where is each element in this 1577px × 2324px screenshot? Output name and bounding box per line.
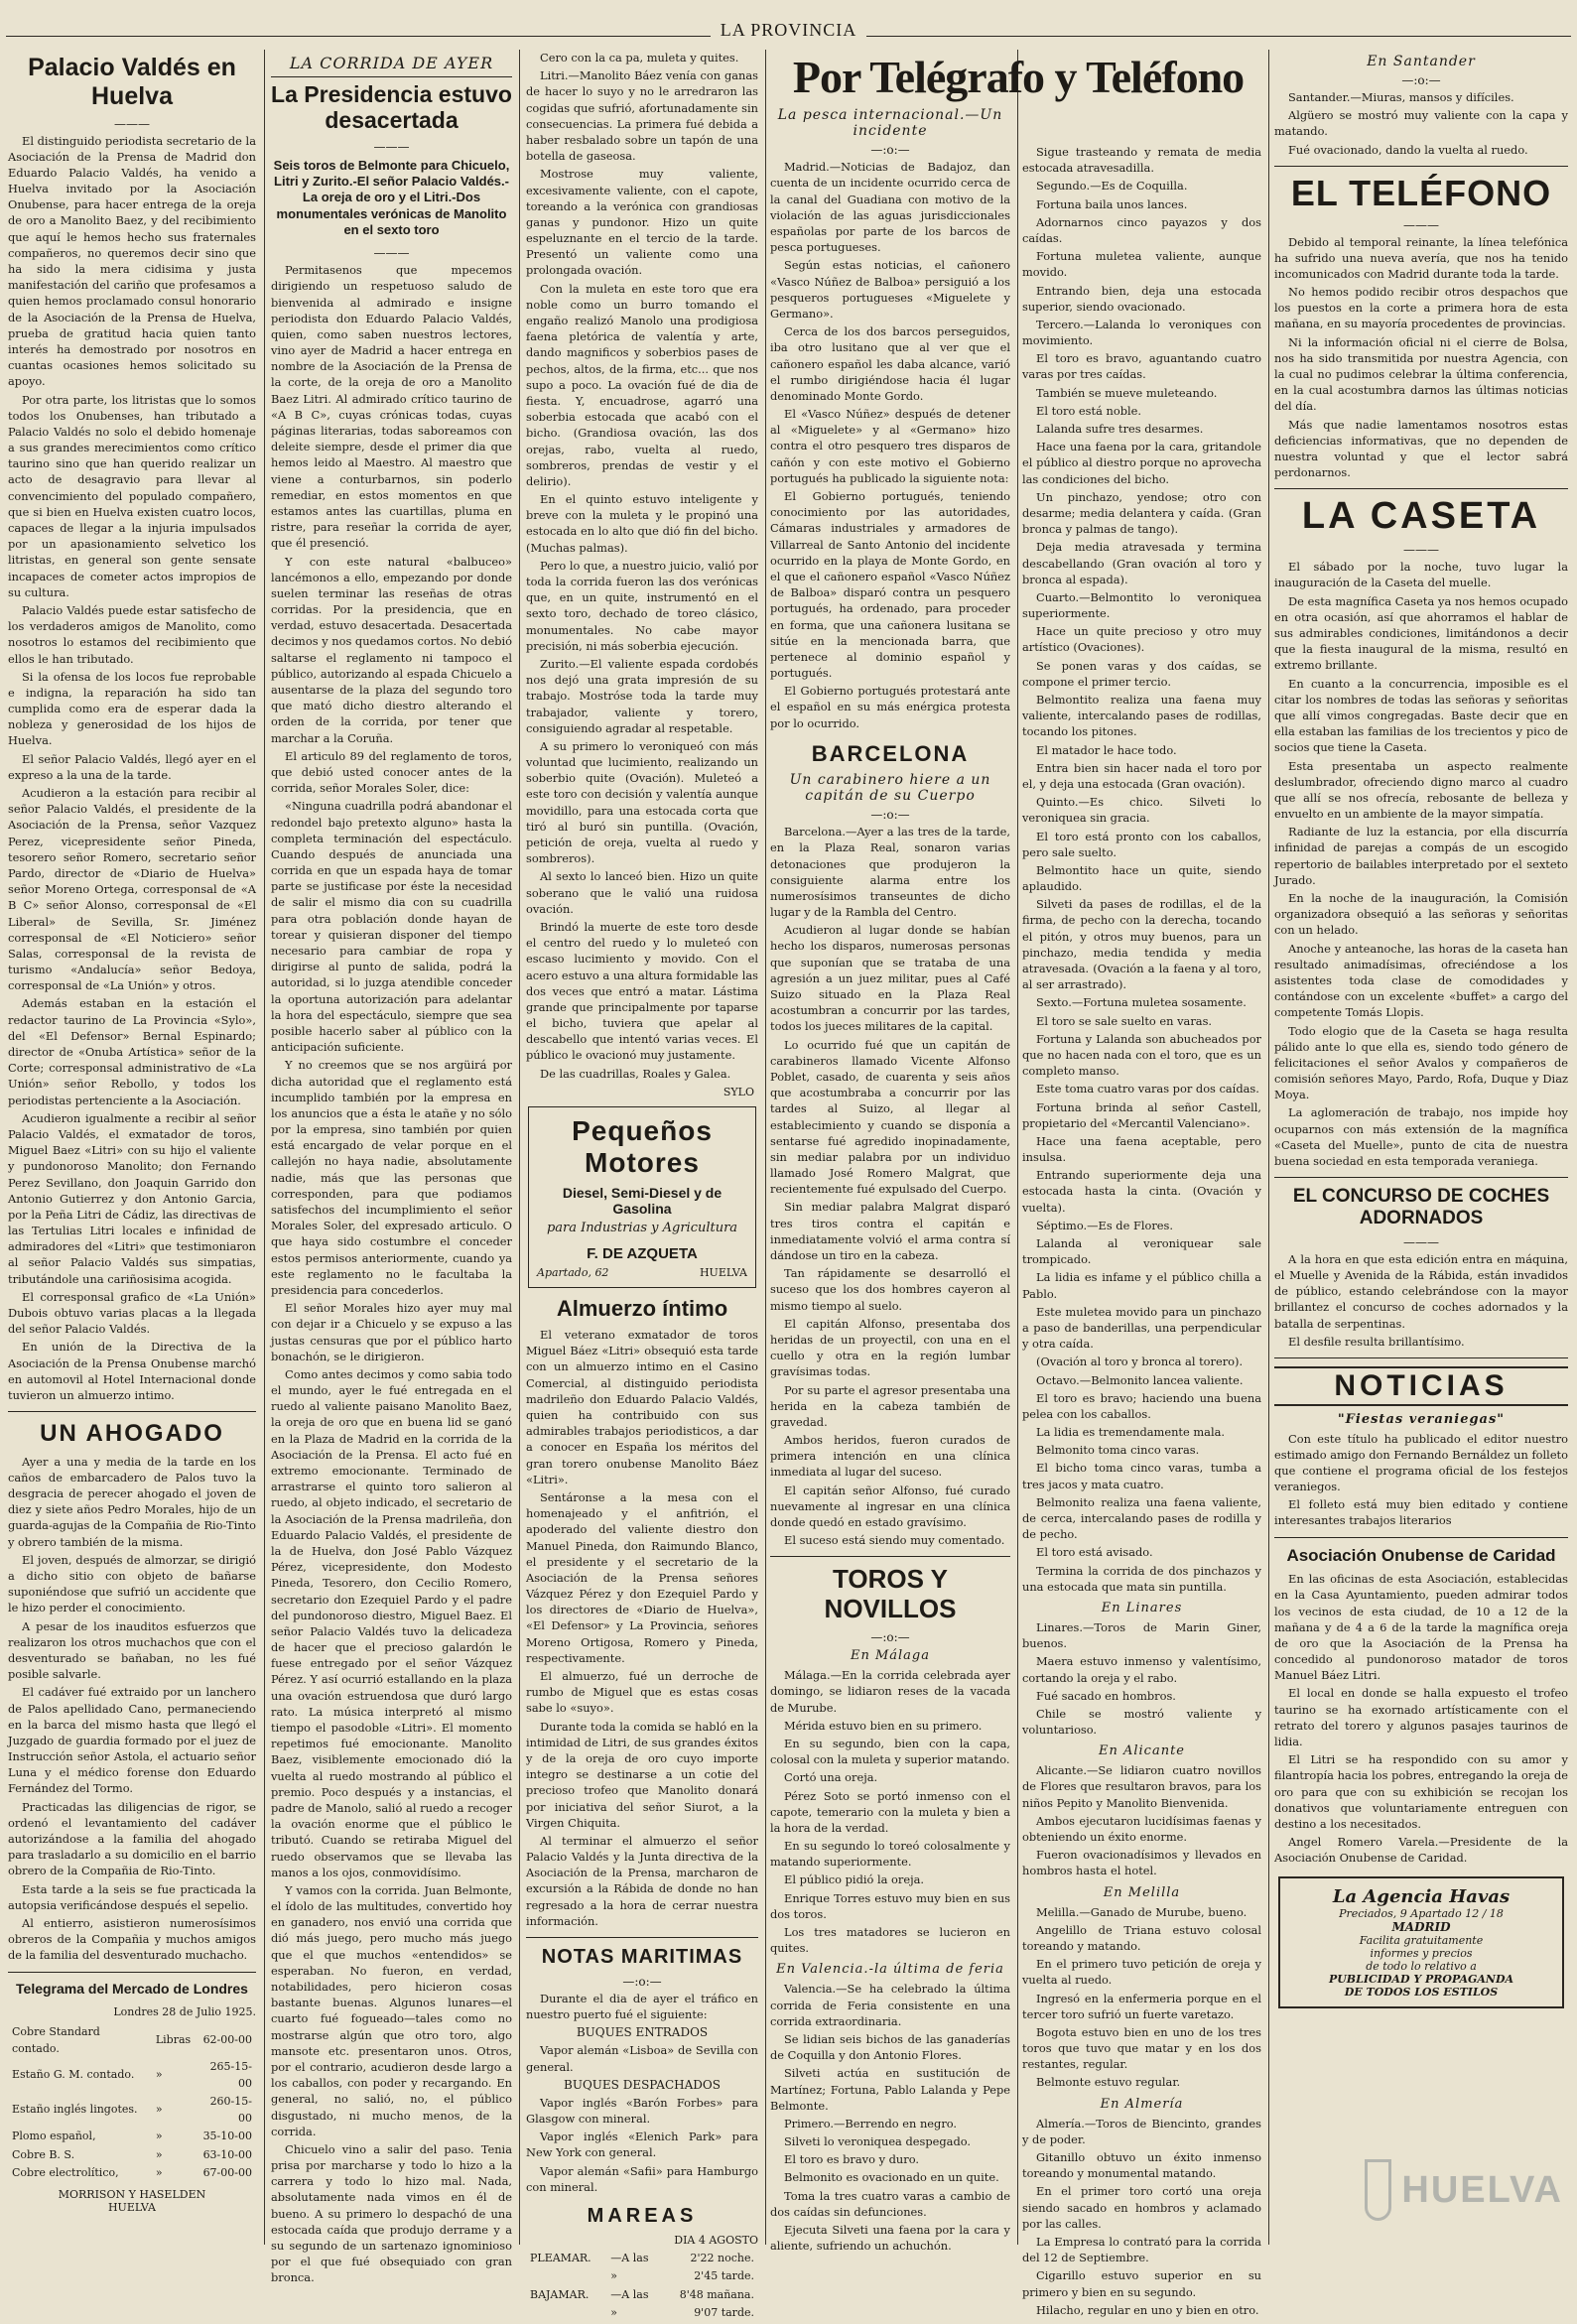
paragraph: Séptimo.—Es de Flores. — [1036, 1218, 1174, 1232]
signature: MORRISON Y HASELDEN — [58, 2187, 206, 2201]
paragraph: El toro está pronto con los caballos, pero sale suelto. — [1022, 829, 1261, 859]
paragraph: El público pidió la oreja. — [784, 1872, 925, 1887]
paragraph: Si la ofensa de los locos fue reprobable e indigna, la reparación ha sido tan cumplida como era de esperar dada la nobleza y generosidad de los hijos de Huelva. — [8, 669, 256, 748]
paragraph: De esta magnífica Caseta ya nos hemos ocupado en otra ocasión, así que ahorramos el hablar de sus admirables condiciones, limitándonos a decir que la fiesta inaugural de la misma, resultó en extremo brillante. — [1274, 593, 1568, 673]
paragraph: Silveti actúa en sustitución de Martínez; Fortuna, Pablo Lalanda y Pepe Belmonte. — [770, 2066, 1010, 2113]
paragraph: Zurito.—El valiente espada cordobés nos dejó una grata impresión de su trabajo. Mostróse toda la tarde muy trabajador, valiente y torero, consiguiendo agradar al respetable. — [526, 656, 758, 735]
paragraph: «Ninguna cuadrilla podrá abandonar el redondel bajo pretexto alguno» hasta la completa terminación del espectáculo. Cuando después de anunciada una corrida en que un espada haya de tomar parte se justificase por éste la necesidad de salir el mismo dia con su cuadrilla para otra población donde hayan de torear y quisieran disponer del tiempo necesario para cambiar de ropa y dirigirse al punto de salida, podrá la autoridad, si lo juzga atendible conceder la oportuna autorización para adelantar la hora del espectáculo, siempre que sea posible hacerlo saber al público con la anticipación suficiente. — [271, 799, 512, 1055]
paragraph: Maera estuvo inmenso y valentísimo, cortando la oreja y el rabo. — [1022, 1654, 1261, 1685]
paragraph: El folleto está muy bien editado y contiene interesantes trabajos literarios — [1274, 1497, 1568, 1528]
paragraph: El toro es bravo; haciendo una buena pelea con los caballos. — [1022, 1390, 1261, 1421]
column-1: Palacio Valdés en Huelva ——— El distinguido periodista secretario de la Asociación de la Prensa de Madrid don Eduardo Palacio Valdés, ha venido a Huelva invitado por la Asociación Onubense, para hacer entrega de la oreja de oro a Manolito Baez, y del recibimiento que aquí le hemos hecho sus fraternales compañeros, no queremos decir sino que ha sido la mera cidisima y justa manifestación del cariño que profesamos a quien hemos proclamado consul honorario de la Asociación de la Prensa de Huelva, prueba de gratitud hacia quien tanto interés ha demostrado por nosotros en cuantas ocasiones hemos solicitado su apoyo. Por otra parte, los litristas que lo somos todos los Onubenses, han tributado a Palacio Valdés no solo el debido homenaje a sus grandes merecimientos como crítico taurino sino que han querido realizar un acto de desagravio para llevar al convencimiento del populado compañero, que si bien en Huelva existen cuatro locos, capaces de llegar a la injuria impulsados por un apasionamiento selvetico los litristas, en general son gente sensate incapaces de cometer actos impropios de su cultura. Palacio Valdés puede estar satisfecho de los verdaderos amigos de Manolito, como nosotros lo estamos del recibimiento que ellos le han tributado. Si la ofensa de los locos fue reprobable e indigna, la reparación ha sido tan cumplida como era de esperar dada la nobleza y generosidad de los hijos de Huelva. El señor Palacio Valdés, llegó ayer en el expreso a la una de la tarde. Acudieron a la estación para recibir al señor Palacio Valdés, el presidente de la Asociación de la Prensa, señor Vazquez Perez, vicepresidente señor Pineda, tesorero señor Romero, secretario señor Pardo, director de «Diario de Huelva» señor Moreno Ortega, corresponsal de «A B C» señor Alonso, corresponsal de «El Liberal» de Sevilla, Sr. Jiménez corresponsal de «El Noticiero» señor Salas, corresponsal de la revista de turismo «Andalucía» señor Bedoya, corresponsal de «La Unión» y otros. Además estaban en la estación el redactor taurino de La Provincia «Sylo», del «El Defensor» Bernal Espinardo; director de «Onuba Artística» señor de la Corte; corresponsal administrativo de «La Unión» señor Rebollo, y todos los periodistas pertenciente a la Asociación. Acudieron igualmente a recibir al señor Palacio Valdés, el exmatador de toros, Miguel Baez «Litri» con su hijo el valiente y pundonoroso Manolito; don Fernando Perez Sevillano, don Joaquin Garrido don Antonio Gutierrez y don Antonio Garcia, por la Peña Litri de Cádiz, las directivas de las Tertulias Litri locales e infinidad de admiradores del «Litri» que testimoniaron al señor Palacio Valdés sus simpatias, tributándole una cariñosisima acogida. El corresponsal grafico de «La Unión» Dubois obtuvo varias placas a la llegada del señor Palacio Valdés. En unión de la Directiva de la Asociación de la Prensa Onubense marchó en automovil al Hotel Internacional donde tuvieron un almuerzo intimo. UN AHOGADO Ayer a una y media de la tarde en los caños de embarcadero de Palos tuvo la desgracia de perecer ahogado el joven de diez y siete años Pedro Morales, hijo de un guarda-agujas de la Compañia de Rio-Tinto y obrero también de la misma. El joven, después de almorzar, se dirigió a dicho sitio con objeto de bañarse suponiéndose que sufrió un accidente que le hizo perder el conocimiento. A pesar de los inauditos esfuerzos que realizaron los otros muchachos que con el desventurado se bañaban, no les fué posible salvarle. El cadáver fué extraido por un lanchero de Palos apellidado Cano, permaneciendo en la barca del mismo hasta que llegó el Juzgado de guardia formado por el juez de Instrucción señor Astola, el actuario señor Luna y el médico forense don Eduardo Fernández del Tormo. Practicadas las diligencias de rigor, se ordenó el levantamiento del cadáver autorizándose a la familia del ahogado para trasladarlo a su domicilio en el barrio obrero de la Compañia de Rio-Tinto. Esta tarde a la seis se fue practicada la autopsia verificándose después el sepelio. Al entierro, asistieron numerosísimos obreros de la Compañia y muchos amigos de la familia del desventurado muchacho. Telegrama del Mercado de Londres Londres 28 de Julio 1925. Cobre Standard contado. Libras 62-00-00 Estaño G. M. contado. » 265-15-00 Estaño inglés lingotes. » 260-15-00 Plomo español, » 35-10-00 Cobre B. S. » 63-10-00 Cobre electrolítico, » 67-00-00 MORRISON Y HASELDEN HUELVA — [8, 54, 256, 2214]
paragraph: Deja media atravesada y termina descabellando (Gran ovación al toro y bronca al espada). — [1022, 540, 1261, 586]
paragraph: Fué sacado en hombros. — [1036, 1688, 1176, 1703]
paragraph: Adornarnos cinco payazos y dos caídas. — [1022, 214, 1261, 245]
paragraph: Fueron ovacionadísimos y llevados en hombros hasta el hotel. — [1022, 1848, 1261, 1878]
paragraph: Angelillo de Triana estuvo colosal toreando y matando. — [1022, 1922, 1261, 1953]
paragraph: Belmontito hace un quite, siendo aplaudido. — [1022, 862, 1261, 894]
paragraph: Silveti da pases de rodillas, el de la firma, de pecho con la derecha, tocando el pitón, y otros muy buenos, para un pinchazo, media tendida y media atravesada. (Ovación a la faena y al toro, al ser arrastrado). — [1022, 897, 1261, 992]
dateline: Londres 28 de Julio 1925. — [113, 2005, 256, 2019]
table-row: Estaño inglés lingotes. » 260-15-00 — [12, 2095, 252, 2125]
paragraph: Con este título ha publicado el editor nuestro estimado amigo don Fernando Bernáldez un folleto que contiene el programa oficial de los festejos veraniegos. — [1274, 1431, 1568, 1494]
article-kicker: La pesca internacional.—Un incidente — [777, 107, 1003, 140]
motor-advertisement — [528, 1106, 756, 1288]
paragraph: Vapor alemán «Safii» para Hamburgo con mineral. — [526, 2163, 758, 2194]
paragraph: Entra bien sin hacer nada el toro por el, y deja una estocada (Gran ovación). — [1022, 760, 1261, 791]
paragraph: Cero con la ca pa, muleta y quites. — [540, 51, 739, 65]
subheading: BUQUES DESPACHADOS — [564, 2077, 721, 2092]
paragraph: El veterano exmatador de toros Miguel Báez «Litri» obsequió esta tarde con un almuerzo intimo en el Casino Comercial, al distinguido periodista madrileño don Eduardo Palacio Valdés, quien ha contribuido con sus admirables trabajos periodisticos, a dar a conocer en España los méritos del gran torero onubense Manolito Báez «Litri». — [526, 1328, 758, 1486]
paragraph: Y vamos con la corrida. Juan Belmonte, el ídolo de las multitudes, convertido hoy en ganadero, nos envió una corrida que dió más juego, pero mucho más juego que el que muchos «entendidos» se esperaban. No fueron, en verdad, notabilidades, pero hicieron cosas bastante buenas. Algunos lunares—el cuarto fué fogueado—tales como no mostrarse algún que otro toro, algo mansote etc. presentaron unos. Otros, por el contrario, acudieron desde largo a los caballos, con poder y recargando. En general, no salió, no, el público disgustado, ni mucho menos, de la corrida. — [271, 1882, 512, 2138]
subheading: BUQUES ENTRADOS — [576, 2025, 709, 2040]
paragraph: El desfile resulta brillantísimo. — [1288, 1334, 1465, 1349]
paragraph: Ayer a una y media de la tarde en los caños de embarcadero de Palos tuvo la desgracia de perecer ahogado el joven de diez y siete años Pedro Morales, hijo de un guarda-agujas de la Compañia de Rio-Tinto y obrero también de la misma. — [8, 1454, 256, 1549]
paragraph: Al entierro, asistieron numerosísimos obreros de la Compañia y muchos amigos de la familia del desventurado muchacho. — [8, 1915, 256, 1963]
paragraph: Chicuelo vino a salir del paso. Tenia prisa por marcharse y todo lo hizo a la carrera y todo lo hizo mal. Nada, absolutamente nada vimos en él de bueno. A su primero lo despachó de una estocada caída que produjo derrame y a su segundo de un sartenazo ignominioso por el que fué obsequiado con gran bronca. — [271, 2141, 512, 2285]
column-3: Cero con la ca pa, muleta y quites. Litri.—Manolito Báez venía con ganas de hacer lo suyo y no le arredraron las cogidas que sufrió, afortunadamente sin consecuencias. La primera fué debida a haber resbalado sobre un tapón de una botella de gaseosa. Mostrose muy valiente, excesivamente valiente, con el capote, toreando a la verónica con grandiosas ganas y pundonor. Hizo un quite espeluznante en el tercio de la tarde. Presentó un valiente como una prolongada ovación. Con la muleta en este toro que era noble como un burro tomando el engaño realizó Manolo una prodigiosa faena pletórica de valentía y arte, dando magnificos y soberbios pases de pechos, altos, de la firma, etc... que nos supo a poco. La ovación fué de dia de fiesta. Y, encuadrose, agarró una soberbia estocada que acabó con el bicho. (Grandiosa ovación, las dos orejas, rabo, vuelta al ruedo, sombreros, prendas de vestir y el delirio). En el quinto estuvo inteligente y breve con la muleta y le propinó una estocada en lo alto que dió fin del bicho. (Muchas palmas). Pero lo que, a nuestro juicio, valió por toda la corrida fueron las dos verónicas que, en un quite, instrumentó en el sexto toro, dechado de toreo clásico, monumentales. No cabe mayor precisión, ni más soberbia ejecución. Zurito.—El valiente espada cordobés nos dejó una grata impresión de su trabajo. Mostróse toda la tarde muy trabajador, valiente y torero, consiguiendo agradar al respetable. A su primero lo veroniqueó con más voluntad que lucimiento, realizando un soberbio quite (Ovación). Muleteó a este toro con decisión y valentía aunque movidillo, para una estocada corta que tiró al buró sin puntilla. (Ovación, petición de oreja, vuelta al ruedo y sombreros). Al sexto lo lanceó bien. Hizo un quite soberano que le valió una ruidosa ovación. Brindó la muerte de este toro desde el centro del ruedo y lo muleteó con escaso lucimiento y movido. Con el acero estuvo a una altura formidable las dos veces que entró a matar. Lástima grande que principalmente por taparse el bicho, tuviera que apelar al descabello que intentó varias veces. El público le ovacionó muy justamente. De las cuadrillas, Roales y Galea. SYLO Pequeños Motores Diesel, Semi-Diesel y de Gasolina para Industrias y Agricultura F. DE AZQUETA Apartado, 62 HUELVA Almuerzo íntimo El veterano exmatador de toros Miguel Báez «Litri» obsequió esta tarde con un almuerzo intimo en el Casino Comercial, al distinguido periodista madrileño don Eduardo Palacio Valdés, quien ha contribuido con sus admirables trabajos periodisticos, a dar a conocer en España los méritos del gran torero onubense Manolito Báez «Litri». Sentáronse a la mesa con el homenajeado y el anfitrión, el apoderado del valiente diestro don Manuel Pineda, don Raimundo Blanco, el presidente y el secretario de la Asociación de la Prensa señores Vázquez Pérez y don Ezequiel Pardo y los directores de «Diario de Huelva», «El Defensor» y La Provincia, señores Moreno Ortigosa, Romero y Pineda, respectivamente. El almuerzo, fué un derroche de rumbo de Miguel que es estas cosas sabe lo «suyo». Durante toda la comida se habló en la intimidad de Litri, de sus grandes éxitos y de la oreja de oro cuyo importe integro se destinarse a un cotie del precioso trofeo que Manolito donará por iniciativa del señor Siurot, a la Virgen Chiquita. Al terminar el almuerzo el señor Palacio Valdés y la Junta directiva de la Asociación de la Prensa, marcharon de excursión a la Rábida de donde no han regresado a la hora de cerrar nuestra información. NOTAS MARITIMAS —:o:— Durante el dia de ayer el tráfico en nuestro puerto fué el siguiente: BUQUES ENTRADOS Vapor alemán «Lisboa» de Sevilla con general. BUQUES DESPACHADOS Vapor inglés «Barón Forbes» para Glasgow con mineral. Vapor inglés «Elenich Park» para New York con general. Vapor alemán «Safii» para Hamburgo con mineral. MAREAS DIA 4 AGOSTO PLEAMAR. —A las 2'22 noche. » 2'45 tarde. BAJAMAR. —A las 8'48 mañana. » 9'07 tarde. — [526, 50, 758, 2245]
paragraph: Pero lo que, a nuestro juicio, valió por toda la corrida fueron las dos verónicas que, en un quite, instrumentó en el sexto toro, dechado de toreo clásico, monumentales. No cabe mayor precisión, ni más soberbia ejecución. — [526, 558, 758, 653]
paragraph: Linares.—Toros de Marin Giner, buenos. — [1022, 1619, 1261, 1651]
paragraph: Madrid.—Noticias de Badajoz, dan cuenta de un incidente ocurrido cerca de la canal del Guadiana con motivo de la violación de las aguas jurisdiccionales españolas por parte de los barcos de pesca portugueses. — [770, 160, 1010, 255]
paragraph: Quinto.—Es chico. Silveti lo veroniquea sin gracia. — [1022, 795, 1261, 826]
article-headline: La Presidencia estuvo desacertada — [271, 81, 512, 134]
paragraph: Durante toda la comida se habló en la intimidad de Litri, de sus grandes éxitos y de la oreja de oro cuyo importe integro se destinarse a un cotie del precioso trofeo que Manolito donará por iniciativa del señor Siurot, a la Virgen Chiquita. — [526, 1719, 758, 1830]
paragraph: Hace una faena aceptable, pero insulsa. — [1022, 1133, 1261, 1165]
article-headline: Almuerzo íntimo — [556, 1295, 728, 1321]
paragraph: La Empresa lo contrató para la corrida del 12 de Septiembre. — [1022, 2234, 1261, 2265]
section-kicker: LA CORRIDA DE AYER — [289, 54, 494, 72]
paragraph: Mostrose muy valiente, excesivamente valiente, con el capote, toreando a la verónica con grandiosas ganas y pundonor. Hizo un quite espeluznante en el tercio de la tarde. Presentó un valiente como una prolongada ovación. — [526, 167, 758, 278]
ad-line: Facilita gratuitamente — [1359, 1933, 1484, 1947]
column-4: Por Telégrafo y Teléfono La pesca internacional.—Un incidente —:o:— Madrid.—Noticias de Badajoz, dan cuenta de un incidente ocurrido cerca de la canal del Guadiana con motivo de la violación de las aguas jurisdiccionales españolas por parte de los barcos de pesca portugueses. Según estas noticias, el cañonero «Vasco Núñez de Balboa» persiguió a los pesqueros portugueses «Miguelete y Germano». Cerca de los dos barcos perseguidos, iba otro lusitano que al ver que el cañonero español les daba alcance, varió el rumbo dirigiéndose hacia él lugar denominado Monte Gordo. El «Vasco Núñez» después de detener al «Miguelete» y al «Germano» hizo contra el otro pesquero tres disparos de cañón y con este motivo el Gobierno portugués ha publicado la siguiente nota: El Gobierno portugués, teniendo conocimiento por las autoridades, Cámaras industriales y armadores de Villarreal de Santo Antonio del incidente ocurrido en la playa de Monte Gordo, en el que el cañonero español «Vasco Núñez de Balboa» disparó contra un pesquero portugués, ha ordenado, para proceder en forma, que una cañonera lusitana se sitúe en la mencionada barra, que pertenece al dominio español y portugués. El Gobierno portugués protestará ante el español en su más enérgica protesta por lo ocurrido. BARCELONA Un carabinero hiere a un capitán de su Cuerpo —:o:— Barcelona.—Ayer a las tres de la tarde, en la Plaza Real, sonaron varias detonaciones que produjeron la consiguiente alarma entre los numerosísimos transeuntes de dicho lugar y de la Rambla del Centro. Acudieron al lugar donde se habían hecho los disparos, numerosas personas que suponían que se trataba de una agresión a un juez militar, pues al Café Suizo situado en la Plaza Real acostumbran a concurrir por las tardes, todos los jueces militares de la capital. Lo ocurrido fué que un capitán de carabineros llamado Vicente Alfonso Poblet, casado, de cuarenta y seis años que acostumbraba a concurrir por las tardes al Suizo, al llegar al establecimiento y cuando se disponía a sentarse fué agredido inopinadamente, sin mediar palabra por un individuo llamado José Romero Malgrat, que recientemente fué expulsado del Cuerpo. Sin mediar palabra Malgrat disparó tres tiros contra el capitán e inmediatamente volvió el arma contra sí dándose un tiro en la cabeza. Tan rápidamente se desarrolló el suceso que los dos hombres cayeron al mismo tiempo al suelo. El capitán Alfonso, presentaba dos heridas de un proyectil, con una en el cuello y otra en la región lumbar gravísimas todas. Por su parte el agresor presentaba una herida en la cabeza también de gravedad. Ambos heridos, fueron curados de primera intención en una clínica inmediata al lugar del suceso. El capitán señor Alfonso, fué curado nuevamente al ingresar en una clínica donde quedó en estado gravísimo. El suceso está siendo muy comentado. TOROS Y NOVILLOS —:o:— En Málaga Málaga.—En la corrida celebrada ayer domingo, se lidiaron reses de la vacada de Murube. Mérida estuvo bien en su primero. En su segundo, bien con la capa, colosal con la muleta y superior matando. Cortó una oreja. Pérez Soto se portó inmenso con el capote, temerario con la muleta y bien a la hora de la verdad. En su segundo lo toreó colosalmente y matando superiormente. El público pidió la oreja. Enrique Torres estuvo muy bien en sus dos toros. Los tres matadores se lucieron en quites. En Valencia.-la última de feria Valencia.—Se ha celebrado la última corrida de Feria consistente en una corrida extraordinaria. Se lidian seis bichos de las ganaderías de Coquilla y don Antonio Flores. Silveti actúa en sustitución de Martínez; Fortuna, Pablo Lalanda y Pepe Belmonte. Primero.—Berrendo en negro. Silveti lo veroniquea despegado. El toro es bravo y duro. Belmonito es ovacionado en un quite. Toma la tres cuatro varas a cambio de dos caídas sin defunciones. Ejecuta Silveti una faena por la cara y aliente, sufriendo un achuchón. — [770, 50, 1010, 2245]
paragraph: Con la muleta en este toro que era noble como un burro tomando el engaño realizó Manolo una prodigiosa faena pletórica de valentía y arte, dando magnificos y soberbios pases de pechos, altos, de la firma, etc... que nos supo a poco. La ovación fué de dia de fiesta. Y, encuadrose, agarró una soberbia estocada que acabó con el bicho. (Grandiosa ovación, las dos orejas, rabo, vuelta al ruedo, sombreros, prendas de vestir y el delirio). — [526, 281, 758, 488]
paragraph: El Gobierno portugués, teniendo conocimiento por las autoridades, Cámaras industriales y armadores de Villarreal de Santo Antonio del incidente ocurrido en la playa de Monte Gordo, en el que el cañonero español «Vasco Núñez de Balboa» disparó contra un pesquero portugués, ha ordenado, para proceder en forma, que una cañonera lusitana se sitúe en la mencionada barra, que pertenece al dominio español y portugués. — [770, 489, 1010, 681]
ad-city: HUELVA — [699, 1265, 747, 1279]
paragraph: Sin mediar palabra Malgrat disparó tres tiros contra el capitán e inmediatamente volvió el arma contra sí dándose un tiro en la cabeza. — [770, 1200, 1010, 1263]
city-heading: En Linares — [1101, 1600, 1183, 1615]
signature-city: HUELVA — [107, 2200, 157, 2214]
paragraph: Melilla.—Ganado de Murube, bueno. — [1036, 1904, 1248, 1919]
paragraph: Enrique Torres estuvo muy bien en sus dos toros. — [770, 1890, 1010, 1921]
coat-of-arms-icon — [1365, 2159, 1391, 2221]
city-heading: En Málaga — [850, 1648, 931, 1664]
paragraph: Litri.—Manolito Báez venía con ganas de hacer lo suyo y no le arredraron las cogidas que sufrió, afortunadamente sin consecuencias. La primera fué debida a haber resbalado sobre un tapón de una botella de gaseosa. — [526, 68, 758, 164]
paragraph: Y no creemos que se nos argüirá por dicha autoridad que el reglamento está incumplido también por la empresa en los anuncios que a ésta le atañe y no sólo por la empresa, sino también por quien está encargado de velar porque en el callejón no haya nadie, absolutamente nadie, más que las personas que corresponden, para que podiamos satisfechos del incumplimiento el señor Morales Soler, del expresado articulo. O que haya sido costumbre el conceder estos permisos anteriormente, cuando ya este reglamento no le facultaba la presidencia para concederlos. — [271, 1058, 512, 1297]
paragraph: Mérida estuvo bien en su primero. — [784, 1718, 983, 1733]
table-row: Estaño G. M. contado. » 265-15-00 — [12, 2060, 252, 2090]
table-row: Plomo español, » 35-10-00 — [12, 2130, 252, 2143]
paragraph: Entrando superiormente deja una estocada hasta la cinta. (Ovación y vuelta). — [1022, 1168, 1261, 1215]
paragraph: El «Vasco Núñez» después de detener al «Miguelete» y al «Germano» hizo contra el otro pesquero tres disparos de cañón y con este motivo el Gobierno portugués ha publicado la siguiente nota: — [770, 407, 1010, 485]
paragraph: Se lidian seis bichos de las ganaderías de Coquilla y don Antonio Flores. — [770, 2031, 1010, 2063]
column-5 — [1022, 144, 1261, 2317]
paragraph: Belmontito realiza una faena muy valiente, intercalando pases de rodillas, tocando los pitones. — [1022, 693, 1261, 739]
paragraph: Debido al temporal reinante, la línea telefónica ha sufrido una nueva avería, que nos ha tenido incomunicados con Madrid durante toda la tarde. — [1274, 234, 1568, 281]
article-headline: MAREAS — [587, 2204, 698, 2227]
paragraph: Belmonito es ovacionado en un quite. — [784, 2170, 999, 2185]
paragraph: El local en donde se halla expuesto el trofeo taurino se ha exornado artísticamente con el retrato del torero y algunos pasajes taurinos de lidia. — [1274, 1686, 1568, 1749]
paragraph: El Litri se ha respondido con su amor y filantropía hacia los pobres, entregando la oreja de oro para que con su exhibición se recojan los donativos que voluntariamente entreguen con destino a los necesitados. — [1274, 1752, 1568, 1831]
paragraph: Chile se mostró valiente y voluntarioso. — [1022, 1706, 1261, 1738]
paragraph: Hace una faena por la cara, gritandole el público al diestro porque no aprovecha las condiciones del bicho. — [1022, 440, 1261, 486]
ad-line: DE TODOS LOS ESTILOS — [1344, 1985, 1499, 1999]
paragraph: Pérez Soto se portó inmenso con el capote, temerario con la muleta y bien a la hora de la verdad. — [770, 1788, 1010, 1835]
article-headline: UN AHOGADO — [40, 1420, 224, 1448]
paragraph: Practicadas las diligencias de rigor, se ordenó el levantamiento del cadáver autorizándose a la familia del ahogado para trasladarlo a su domicilio en el barrio obrero de la Compañia de Rio-Tinto. — [8, 1799, 256, 1878]
paragraph: Belmonte estuvo regular. — [1036, 2075, 1181, 2090]
paragraph: Y con este natural «balbuceo» lancémonos a ello, empezando por donde suelen terminar las reseñas de otras corridas. Por la presidencia, que en verdad, estuvo desacertada. Desacertada decimos y nos quedamos cortos. No debió saltarse el reglamento ni tampoco el público, autorizando al espada Chicuelo a ausentarse de la plaza del segundo toro que mató dicho diestro alterando el orden de la corrida, por tener que marchar a la Coruña. — [271, 554, 512, 745]
paragraph: A su primero lo veroniqueó con más voluntad que lucimiento, realizando un soberbio quite (Ovación). Muleteó a este toro con decisión y valentía aunque movidillo, para una estocada corta que tiró al buró sin puntilla. (Ovación, petición de oreja, vuelta al ruedo y sombreros). — [526, 738, 758, 866]
paragraph: Según estas noticias, el cañonero «Vasco Núñez de Balboa» persiguió a los pesqueros portugueses «Miguelete y Germano». — [770, 258, 1010, 321]
paragraph: Málaga.—En la corrida celebrada ayer domingo, se lidiaron reses de la vacada de Murube. — [770, 1668, 1010, 1715]
column-2: LA CORRIDA DE AYER La Presidencia estuvo desacertada ——— Seis toros de Belmonte para Chicuelo, Litri y Zurito.-El señor Palacio Valdés.-La oreja de oro y el Litri.-Dos monumentales verónicas de Manolito en el sexto toro ——— Permitasenos que mpecemos dirigiendo un respetuoso saludo de bienvenida al admirado e insigne periodista don Eduardo Palacio Valdés, quien, como saben nuestros lectores, vino ayer de Madrid a hacer entrega en nombre de la Asociación de la Prensa de la corte, de la oreja de oro a Manolito Baez Litri. Al admirado crítico taurino de «A B C», cuyas crónicas todas, cuyas páginas literarias, todas saboreamos con deleite siempre, desde el primer dia que hemos leido al Maestro. Al maestro que viene a conturbarnos, sin poderlo remediar, en estos momentos en que estamos antes las cuartillas, pluma en ristre, para reseñar la corrida de ayer, que él presenció. Y con este natural «balbuceo» lancémonos a ello, empezando por donde suelen terminar las reseñas de otras corridas. Por la presidencia, que en verdad, estuvo desacertada. Desacertada decimos y nos quedamos cortos. No debió saltarse el reglamento ni tampoco el público, autorizando al espada Chicuelo a ausentarse de la plaza del segundo toro que mató dicho diestro alterando el orden de la corrida, por tener que marchar a la Coruña. El articulo 89 del reglamento de toros, que debió usted conocer antes de la corrida, señor Morales Soler, dice: «Ninguna cuadrilla podrá abandonar el redondel bajo pretexto alguno» hasta la completa terminación del espectáculo. Cuando después de anunciada una corrida en que un espada haya de tomar parte se justificase por éste la necesidad de salir el mismo dia con su cuadrilla para otra población donde hayan de torear y quisieran disponer del tiempo necesario para cambiar de ropa y dirigirse al punto de salida, podrá la autoridad, si lo juzga atendible conceder la oportuna autorización para adelantar la hora del espectáculo, siempre que sea posible hacerlo saber al público con la anticipación suficiente. Y no creemos que se nos argüirá por dicha autoridad que el reglamento está incumplido también por la empresa en los anuncios que a ésta le atañe y no sólo por la empresa, sino también por quien está encargado de velar porque en el callejón no haya nadie, absolutamente nadie, más que las personas que corresponden, para que podiamos satisfechos del incumplimiento el señor Morales Soler, del expresado articulo. O que haya sido costumbre el conceder estos permisos anteriormente, cuando ya este reglamento no le facultaba la presidencia para concederlos. El señor Morales hizo ayer muy mal con dejar ir a Chicuelo y se expuso a las justas censuras que por el público harto bonachón, se le dirigieron. Como antes decimos y como sabia todo el mundo, ayer le fué entregada en el ruedo al valiente paisano Manolito Baez, la oreja de oro que en buena lid se ganó en la Plaza de Madrid en la corrida de la Asociación de la Prensa. El acto fué en extremo emocionante. Terminado de arrastrarse el quinto toro salieron al ruedo, al objeto indicado, el secretario de la Asociación de la Prensa madrileña, don Eduardo Palacio Valdés, el presidente de la de Huelva, don José Pablo Vázquez Pérez, vicepresidente, don Modesto Pineda, Tesorero, don Cecilio Romero, secretario don Ezequiel Pardo y el padre del pundonoroso diestro, Miguel Baez. El señor Palacio Valdés tuvo la delicadeza de hacer que el precioso galardón le fuese entregado por el señor Vázquez Pérez. Y así ocurrió estallando en la plaza una ovación estruendosa que duró largo rato. La música interpretó al mismo tiempo el pasodoble «Litri». El momento repetimos fué emocionante. Manolito Baez, visiblemente emocionado dió la vuelta al ruedo mostrando al público el premio. Poco después y a instancias, el padre de Manolo, salió al ruedo a recoger la ovación enorme que el público le tributó. Cuando se retiraba Miguel del ruedo observamos que se llevaba las manos a los ojos, conmovidísimo. Y vamos con la corrida. Juan Belmonte, el ídolo de las multitudes, convertido hoy en ganadero, nos envió una corrida que dió más juego, pero mucho más juego que el que muchos «entendidos» se esperaban. No fueron, en verdad, notabilidades, pero hicieron cosas bastante buenas. Algunos lunares—el cuarto fué fogueado—tales como no mostrarse algún que otro toro, algo mansote etc. presentaron unos. Otros, por el contrario, acudieron desde largo a los caballos, con poder y recargando. En general, no salió, no, el público disgustado, ni mucho menos, de la corrida. Chicuelo vino a salir del paso. Tenia prisa por marcharse y todo lo hizo a la carrera y todo lo hizo mal. Nada, absolutamente nada vimos en él de bueno. A su primero lo despachó de una estocada caída que produjo derrame y a su segundo de un sartenazo ignominioso por el que fué obsequiado con gran bronca. — [271, 54, 512, 2285]
paragraph: El matador le hace todo. — [1036, 742, 1177, 757]
paragraph: No hemos podido recibir otros despachos que los puestos en la corte a primera hora de esta mañana, en su mayoría procedentes de provincias. — [1274, 285, 1568, 331]
paragraph: Fortuna brinda al señor Castell, propietario del «Mercantil Valenciano». — [1022, 1099, 1261, 1130]
paragraph: Ingresó en la enfermeria porque en el tercer toro sufrió un fuerte varetazo. — [1022, 1991, 1261, 2021]
paragraph: Este toma cuatro varas por dos caídas. — [1036, 1082, 1259, 1097]
paragraph: Lalanda sufre tres desarmes. — [1036, 422, 1204, 436]
paragraph: De las cuadrillas, Roales y Galea. — [540, 1066, 731, 1081]
paragraph: Cerca de los dos barcos perseguidos, iba otro lusitano que al ver que el cañonero español les daba alcance, varió el rumbo dirigiéndose hacia él lugar denominado Monte Gordo. — [770, 324, 1010, 403]
paragraph: Cuarto.—Belmontito lo veroniquea superiormente. — [1022, 589, 1261, 621]
paragraph: En las oficinas de esta Asociación, establecidas en la Casa Ayuntamiento, pueden admirar todos los vecinos de esta ciudad, de 10 a 12 de la mañana y de 4 a 6 de la tarde la magnífica oreja de oro que la Asociación de la Prensa ha concedido al pundonoroso matador de toros Manuel Báez Litri. — [1274, 1572, 1568, 1683]
paragraph: El Gobierno portugués protestará ante el español en su más enérgica protesta por lo ocurrido. — [770, 684, 1010, 730]
city-heading: En Almería — [1100, 2096, 1184, 2112]
article-subheadline: Seis toros de Belmonte para Chicuelo, Litri y Zurito.-El señor Palacio Valdés.-La oreja de oro y el Litri.-Dos monumentales verónicas de Manolito en el sexto toro — [273, 157, 510, 237]
newspaper-title: LA PROVINCIA — [711, 20, 867, 40]
table-row: PLEAMAR. —A las 2'22 noche. — [530, 2251, 754, 2264]
paragraph: Se ponen varas y dos caídas, se compone el primer tercio. — [1022, 658, 1261, 689]
paragraph: El articulo 89 del reglamento de toros, que debió usted conocer antes de la corrida, señor Morales Soler, dice: — [271, 748, 512, 796]
paragraph: Brindó la muerte de este toro desde el centro del ruedo y lo muleteó con escaso lucimiento y movido. Con el acero estuvo a una altura formidable las dos veces que entró a matar. Lástima grande que principalmente por taparse el bicho, tuviera que apelar al descabello que intentó varias veces. El público le ovacionó muy justamente. — [526, 919, 758, 1063]
paragraph: Por otra parte, los litristas que lo somos todos los Onubenses, han tributado a Palacio Valdés no solo el debido homenaje a sus grandes merecimientos como crítico taurino sino que han querido realizar un acto de desagravio para llevar al convencimiento del populado compañero, que si bien en Huelva existen cuatro locos, capaces de llegar a la injuria impulsados por un apasionamiento selvetico los litristas, en general son gente sensate incapaces de cometer actos impropios de su cultura. — [8, 392, 256, 599]
paragraph: El señor Palacio Valdés, llegó ayer en el expreso a la una de la tarde. — [8, 751, 256, 782]
paragraph: El suceso está siendo muy comentado. — [784, 1533, 1005, 1548]
ad-address: Apartado, 62 — [537, 1265, 609, 1279]
paragraph: Valencia.—Se ha celebrado la última corrida de Feria consistente en una corrida extraordinaria. — [770, 1982, 1010, 2028]
paragraph: Durante el dia de ayer el tráfico en nuestro puerto fué el siguiente: — [526, 1992, 758, 2022]
paragraph: Hace un quite precioso y otro muy artístico (Ovaciones). — [1022, 624, 1261, 655]
tide-date: DIA 4 AGOSTO — [674, 2233, 758, 2247]
paragraph: Esta tarde a la seis se fue practicada la autopsia verificándose después el sepelio. — [8, 1881, 256, 1912]
ad-title: La Agencia Havas — [1332, 1885, 1511, 1907]
article-kicker: Un carabinero hiere a un capitán de su Cuerpo — [789, 772, 991, 805]
paragraph: Sigue trasteando y remata de media estocada atravesadilla. — [1022, 145, 1261, 176]
table-row: » 9'07 tarde. — [610, 2306, 754, 2320]
table-row: BAJAMAR. —A las 8'48 mañana. — [530, 2287, 754, 2301]
paragraph: En el quinto estuvo inteligente y breve con la muleta y le propinó una estocada en lo alto que dió fin del bicho. (Muchas palmas). — [526, 492, 758, 555]
paragraph: Santander.—Miuras, mansos y difíciles. — [1288, 90, 1514, 104]
paragraph: Los tres matadores se lucieron en quites. — [770, 1925, 1010, 1956]
paragraph: El capitán Alfonso, presentaba dos heridas de un proyectil, con una en el cuello y otra en la región lumbar gravísimas todas. — [770, 1316, 1010, 1379]
paragraph: Segundo.—Es de Coquilla. — [1036, 179, 1188, 194]
column-6: En Santander —:o:— Santander.—Miuras, mansos y difíciles. Algüero se mostró muy valiente con la capa y matando. Fué ovacionado, dando la vuelta al ruedo. EL TELÉFONO ——— Debido al temporal reinante, la línea telefónica ha sufrido una nueva avería, que nos ha tenido incomunicados con Madrid durante toda la tarde. No hemos podido recibir otros despachos que los puestos en la corte a primera hora de esta mañana, en su mayoría procedentes de provincias. Ni la información oficial ni el cierre de Bolsa, nos ha sido transmitida por nuestra Agencia, con la cual no pudimos celebrar la última conferencia, en la cual acostumbra darnos las últimas noticias del día. Más que nadie lamentamos nosotros estas deficiencias informativas, que no dependen de nuestra voluntad y que el lector sabrá perdonarnos. LA CASETA ——— El sábado por la noche, tuvo lugar la inauguración de la Caseta del muelle. De esta magnífica Caseta ya nos hemos ocupado en otra ocasión, así que ahorramos el hablar de sus admirables condiciones, limitándonos a decir que la fiesta inaugural de la misma, resultó en extremo brillante. En cuanto a la concurrencia, imposible es el citar los nombres de todas las señoras y señoritas que allí vimos congregadas. Baste decir que en ella estaban las familias de los trecientos y pico de socios que tiene la Caseta. Esta presentaba un aspecto realmente deslumbrador, ofreciendo digno marco al cuadro que allí se nos ofrecía, rebosante de belleza y envuelto en un ambiente de la mayor simpatía. Radiante de luz la estancia, por ella discurría infinidad de parejas a compás de un escogido repertorio de bailables interpretado por el sexteto Jurado. En la noche de la inauguración, la Comisión organizadora obsequió a las señoras y señoritas con un helado. Anoche y anteanoche, las horas de la caseta han resultado animadísimas, ofreciéndose a los asistentes toda clase de comodidades y contándose con un excelente «buffet» a cargo del competente Tomás Llopis. Todo elogio que de la Caseta se haga resulta pálido ante lo que ella es, siendo todo género de felicitaciones el señor Avalos y compañeros de comisión señores Mayo, Pardo, Rofa, Duque y Diaz Moya. La aglomeración de trabajo, nos impide hoy ocuparnos con más extensión de la magnífica «Caseta del Muelle», punto de cita de nuestra buena sociedad en esta temporada veraniega. EL CONCURSO DE COCHES ADORNADOS ——— A la hora en que esta edición entra en máquina, el Muelle y Avenida de la Rábida, están invadidos de público, estando celebrándose con la mayor brillantez el concurso de coches adornados y la batalla de serpentinas. El desfile resulta brillantísimo. NOTICIAS "Fiestas veraniegas" Con este título ha publicado el editor nuestro estimado amigo don Fernando Bernáldez un folleto que contiene el programa oficial de los festejos veraniegos. El folleto está muy bien editado y contiene interesantes trabajos literarios Asociación Onubense de Caridad En las oficinas de esta Asociación, establecidas en la Casa Ayuntamiento, pueden admirar todos los vecinos de esta ciudad, de 10 a 12 de la mañana y de 4 a 6 de la tarde la magnífica oreja de oro que la Asociación de la Prensa ha concedido al pundonoroso matador de toros Manuel Báez Litri. El local en donde se halla expuesto el trofeo taurino se ha exornado artísticamente con el retrato del torero y algunos pasajes taurinos de lidia. El Litri se ha respondido con su amor y filantropía hacia los pobres, entregando la oreja de oro para que con su exhibición se recojan los donativos que voluntariamente entreguen con destino a los necesitados. Angel Romero Varela.—Presidente de la Asociación Onubense de Caridad. La Agencia Havas Preciados, 9 Apartado 12 / 18 MADRID Facilita gratuitamente informes y precios de todo lo relativo a PUBLICIDAD Y PROPAGANDA DE TODOS LOS ESTILOS — [1274, 50, 1568, 2245]
paragraph: Lalanda al veroniquear sale trompicado. — [1022, 1236, 1261, 1267]
article-headline: EL CONCURSO DE COCHES ADORNADOS — [1292, 1186, 1550, 1229]
paragraph: Alicante.—Se lidiaron cuatro novillos de Flores que resultaron bravos, para los niños Pepito y Manolito Bienvenida. — [1022, 1763, 1261, 1810]
paragraph: Más que nadie lamentamos nosotros estas deficiencias informativas, que no dependen de nuestra voluntad y que el lector sabrá perdonarnos. — [1274, 417, 1568, 480]
article-headline: TOROS Y NOVILLOS — [824, 1564, 957, 1624]
ad-line: Diesel, Semi-Diesel y de Gasolina — [562, 1184, 723, 1217]
paragraph: Entrando bien, deja una estocada superior, siendo ovacionado. — [1022, 283, 1261, 314]
paragraph: Vapor alemán «Lisboa» de Sevilla con general. — [526, 2043, 758, 2074]
paragraph: Hilacho, regular en uno y bien en otro. — [1036, 2302, 1259, 2317]
article-headline: LA CASETA — [1301, 495, 1541, 538]
paragraph: Silveti lo veroniquea despegado. — [784, 2134, 972, 2149]
paragraph: El sábado por la noche, tuvo lugar la inauguración de la Caseta del muelle. — [1274, 560, 1568, 590]
paragraph: El cadáver fué extraido por un lanchero de Palos apellidado Cano, permaneciendo en la barca del mismo hasta que llegó el Juzgado de guardia formado por el juez de Instrucción señor Astola, el actuario señor Luna y el médico forense don Eduardo Fernández del Tormo. — [8, 1685, 256, 1796]
paragraph: Tan rápidamente se desarrolló el suceso que los dos hombres cayeron al mismo tiempo al suelo. — [770, 1266, 1010, 1313]
article-kicker: "Fiestas veraniegas" — [1337, 1411, 1506, 1427]
city-heading: En Santander — [1367, 54, 1476, 69]
paragraph: En el primer toro cortó una oreja siendo sacado en hombros y aclamado por las calles. — [1022, 2184, 1261, 2231]
paragraph: Toma la tres cuatro varas a cambio de dos caídas sin defunciones. — [770, 2188, 1010, 2219]
paragraph: El almuerzo, fué un derroche de rumbo de Miguel que es estas cosas sabe lo «suyo». — [526, 1669, 758, 1716]
paragraph: El joven, después de almorzar, se dirigió a dicho sitio con objeto de bañarse suponiéndose que sufrió un accidente que le hizo perder el conocimiento. — [8, 1552, 256, 1615]
paragraph: El distinguido periodista secretario de la Asociación de la Prensa de Madrid don Eduardo Palacio Valdés, ha venido a Huelva invitado por la Asociación Onubense, para hacer entrega de la oreja de oro a Manolito Baez, y del recibimiento que aquí le hemos hecho sus fraternales compañeros, no queremos decir sino que ha sido la mera cidisima y justa manifestación del cariño que profesamos a quien hemos proclamado consul honorario de la Asociación de la Prensa de Huelva, prueba de gratitud hacia quien tanto interés ha demostrado por nosotros en cuantas ocasiones hemos solicitado su apoyo. — [8, 133, 256, 389]
paragraph: Acudieron al lugar donde se habían hecho los disparos, numerosas personas que suponían que se trataba de una agresión a un juez militar, pues al Café Suizo situado en la Plaza Real acostumbran a concurrir por las tardes, todos los jueces militares de la capital. — [770, 923, 1010, 1034]
paragraph: Belmonito toma cinco varas. — [1036, 1443, 1200, 1458]
paragraph: Esta presentaba un aspecto realmente deslumbrador, ofreciendo digno marco al cuadro que allí se nos ofrecía, rebosante de belleza y envuelto en un ambiente de la mayor simpatía. — [1274, 758, 1568, 822]
paragraph: Primero.—Berrendo en negro. — [784, 2116, 958, 2130]
paragraph: Barcelona.—Ayer a las tres de la tarde, en la Plaza Real, sonaron varias detonaciones que produjeron la consiguiente alarma entre los numerosísimos transeuntes de dicho lugar y de la Rambla del Centro. — [770, 825, 1010, 920]
table-row: Cobre Standard contado. Libras 62-00-00 — [12, 2025, 252, 2055]
paragraph: El toro se sale suelto en varas. — [1036, 1013, 1213, 1028]
paragraph: En unión de la Directiva de la Asociación de la Prensa Onubense marchó en automovil al Hotel Internacional donde tuvieron un almuerzo intimo. — [8, 1340, 256, 1402]
paragraph: Ejecuta Silveti una faena por la cara y aliente, sufriendo un achuchón. — [770, 2223, 1010, 2254]
paragraph: Ambos ejecutaron lucidísimas faenas y obteniendo un éxito enorme. — [1022, 1813, 1261, 1844]
paragraph: El corresponsal grafico de «La Unión» Dubois obtuvo varias placas a la llegada del señor Palacio Valdés. — [8, 1289, 256, 1337]
paragraph: Fué ovacionado, dando la vuelta al ruedo. — [1288, 142, 1528, 157]
paragraph: La lidia es tremendamente mala. — [1036, 1425, 1226, 1440]
article-headline: EL TELÉFONO — [1290, 172, 1552, 213]
paragraph: Gitanillo obtuvo un éxito inmenso toreando y monumental matando. — [1022, 2150, 1261, 2181]
paragraph: Este muletea movido para un pinchazo a paso de banderillas, una perpendicular y otra caída. — [1022, 1304, 1261, 1352]
paragraph: Como antes decimos y como sabia todo el mundo, ayer le fué entregada en el ruedo al valiente paisano Manolito Baez, la oreja de oro que en buena lid se ganó en la Plaza de Madrid en la corrida de la Asociación de la Prensa. El acto fué en extremo emocionante. Terminado de arrastrarse el quinto toro salieron al ruedo, al objeto indicado, el secretario de la Asociación de la Prensa madrileña, don Eduardo Palacio Valdés, el presidente de la de Huelva, don José Pablo Vázquez Pérez, vicepresidente, don Modesto Pineda, Tesorero, don Cecilio Romero, secretario don Ezequiel Pardo y el padre del pundonoroso diestro, Miguel Baez. El señor Palacio Valdés tuvo la delicadeza de hacer que el precioso galardón le fuese entregado por el señor Vázquez Pérez. Y así ocurrió estallando en la plaza una ovación estruendosa que duró largo rato. La música interpretó al mismo tiempo el pasodoble «Litri». El momento repetimos fué emocionante. Manolito Baez, visiblemente emocionado dió la vuelta al ruedo mostrando al público el premio. Poco después y a instancias, el padre de Manolo, salió al ruedo a recoger la ovación enorme que el público le tributó. Cuando se retiraba Miguel del ruedo observamos que se llevaba las manos a los ojos, conmovidísimo. — [271, 1366, 512, 1879]
paragraph: Todo elogio que de la Caseta se haga resulta pálido ante lo que ella es, siendo todo género de felicitaciones el señor Avalos y compañeros de comisión señores Mayo, Pardo, Rofa, Duque y Diaz Moya. — [1274, 1023, 1568, 1102]
paragraph: Fortuna y Lalanda son abucheados por que no hacen nada con el toro, que es un completo manso. — [1022, 1031, 1261, 1079]
paragraph: Lo ocurrido fué que un capitán de carabineros llamado Vicente Alfonso Poblet, casado, de cuarenta y seis años que acostumbraba a concurrir por las tardes al Suizo, al llegar al establecimiento y cuando se disponía a sentarse fué agredido inopinadamente, sin mediar palabra por un individuo llamado José Romero Malgrat, que recientemente fué expulsado del Cuerpo. — [770, 1037, 1010, 1197]
paragraph: La lidia es infame y el público chilla a Pablo. — [1022, 1270, 1261, 1301]
paragraph: Al sexto lo lanceó bien. Hizo un quite soberano que le valió una ruidosa ovación. — [526, 869, 758, 916]
paragraph: En su segundo lo toreó colosalmente y matando superiormente. — [770, 1839, 1010, 1870]
article-headline: NOTICIAS — [1274, 1366, 1568, 1406]
paragraph: El señor Morales hizo ayer muy mal con dejar ir a Chicuelo y se expuso a las justas censuras que por el público harto bonachón, se le dirigieron. — [271, 1301, 512, 1363]
section-headline: Por Telégrafo y Teléfono — [792, 52, 1245, 102]
archive-watermark — [1365, 2145, 1563, 2235]
paragraph: En cuanto a la concurrencia, imposible es el citar los nombres de todas las señoras y señoritas que allí vimos congregadas. Baste decir que en ella estaban las familias de los trecientos y pico de socios que tiene la Caseta. — [1274, 676, 1568, 755]
ad-line: PUBLICIDAD Y PROPAGANDA — [1328, 1972, 1514, 1986]
paragraph: El toro es bravo y duro. — [784, 2152, 919, 2167]
table-row: » 2'45 tarde. — [610, 2269, 754, 2283]
ad-line: para Industrias y Agricultura — [546, 1220, 738, 1235]
paragraph: Anoche y anteanoche, las horas de la caseta han resultado animadísimas, ofreciéndose a los asistentes toda clase de comodidades y contándose con un excelente «buffet» a cargo del competente Tomás Llopis. — [1274, 941, 1568, 1020]
paragraph: Belmonito realiza una faena valiente, de cerca, intercalando pases de rodilla y de pecho. — [1022, 1494, 1261, 1542]
paragraph: Bogota estuvo bien en uno de los tres toros que tuvo que matar y en los dos restantes, regular. — [1022, 2024, 1261, 2072]
paragraph: El toro está avisado. — [1036, 1545, 1153, 1560]
paragraph: A la hora en que esta edición entra en máquina, el Muelle y Avenida de la Rábida, están invadidos de público, estando celebrándose con la mayor brillantez el concurso de coches adornados y la batalla de serpentinas. — [1274, 1251, 1568, 1331]
paragraph: El bicho toma cinco varas, tumba a tres jacos y mata cuatro. — [1022, 1461, 1261, 1491]
ad-company: F. DE AZQUETA — [587, 1244, 698, 1262]
article-headline: Palacio Valdés en Huelva — [28, 54, 236, 110]
city-heading: En Melilla — [1103, 1884, 1181, 1900]
paragraph: En el primero tuvo petición de oreja y vuelta al ruedo. — [1022, 1957, 1261, 1988]
paragraph: El toro está noble. — [1036, 403, 1142, 418]
paragraph: Cortó una oreja. — [784, 1770, 878, 1785]
market-table — [8, 2022, 256, 2184]
paragraph: Al terminar el almuerzo el señor Palacio Valdés y la Junta directiva de la Asociación de la Prensa, marcharon de excursión a la Rábida de donde no han regresado a la hora de cerrar nuestra información. — [526, 1833, 758, 1928]
table-row: Cobre electrolítico, » 67-00-00 — [12, 2166, 252, 2180]
ad-city: MADRID — [1391, 1919, 1451, 1934]
paragraph: Un pinchazo, yendose; otro con desarme; media delantera y caída. (Gran bronca y palmas de tango). — [1022, 489, 1261, 537]
paragraph: Angel Romero Varela.—Presidente de la Asociación Onubense de Caridad. — [1274, 1835, 1568, 1866]
paragraph: La aglomeración de trabajo, nos impide hoy ocuparnos con más extensión de la magnífica «Caseta del Muelle», punto de cita de nuestra buena sociedad en esta temporada veraniega. — [1274, 1105, 1568, 1168]
paragraph: Fortuna muletea valiente, aunque movido. — [1022, 249, 1261, 280]
paragraph: Cigarillo estuvo superior en su primero y bien en su segundo. — [1022, 2268, 1261, 2299]
article-headline: BARCELONA — [811, 740, 970, 766]
ad-title: Pequeños Motores — [572, 1114, 713, 1178]
paragraph: A pesar de los inauditos esfuerzos que realizaron los otros muchachos que con el desventurado se bañaban, no les fué posible salvarle. — [8, 1618, 256, 1682]
paragraph: Fortuna baila unos lances. — [1036, 196, 1188, 211]
paragraph: Acudieron a la estación para recibir al señor Palacio Valdés, el presidente de la Asociación de la Prensa, señor Vazquez Perez, vicepresidente señor Pineda, tesorero señor Romero, secretario señor Pardo, director de «Diario de Huelva» señor Moreno Ortega, corresponsal de «A B C» señor Alonso, corresponsal de «El Liberal» de Sevilla, Sr. Jiménez corresponsal de «El Noticiero» señor Salas, corresponsal de la revista de turismo «Andalucía» señor Bedoya, corresponsal de «La Unión» y otros. — [8, 786, 256, 993]
city-heading: En Valencia.-la última de feria — [776, 1962, 1004, 1978]
paragraph: También se mueve muleteando. — [1036, 385, 1218, 400]
table-row: Cobre B. S. » 63-10-00 — [12, 2147, 252, 2161]
paragraph: Termina la corrida de dos pinchazos y una estocada que mata sin puntilla. — [1022, 1563, 1261, 1594]
paragraph: Por su parte el agresor presentaba una herida en la cabeza también de gravedad. — [770, 1382, 1010, 1429]
paragraph: Ambos heridos, fueron curados de primera intención en una clínica inmediata al lugar del suceso. — [770, 1433, 1010, 1480]
paragraph: Sentáronse a la mesa con el homenajeado y el anfitrión, el apoderado del valiente diestro don Manuel Pineda, don Raimundo Blanco, el presidente y el secretario de la Asociación de la Prensa señores Vázquez Pérez y don Ezequiel Pardo y los directores de «Diario de Huelva», «El Defensor» y La Provincia, señores Moreno Ortigosa, Romero y Pineda, respectivamente. — [526, 1489, 758, 1665]
paragraph: Radiante de luz la estancia, por ella discurría infinidad de parejas a compás de un escogido repertorio de bailables interpretado por el sexteto Jurado. — [1274, 825, 1568, 887]
paragraph: Almería.—Toros de Biencinto, grandes y de poder. — [1022, 2116, 1261, 2146]
ad-address: Preciados, 9 Apartado 12 / 18 — [1339, 1906, 1504, 1920]
city-heading: En Alicante — [1098, 1743, 1186, 1759]
havas-advertisement — [1278, 1876, 1564, 2008]
paragraph: (Ovación al toro y bronca al torero). — [1036, 1355, 1244, 1369]
paragraph: Vapor inglés «Barón Forbes» para Glasgow con mineral. — [526, 2095, 758, 2126]
paragraph: Ni la información oficial ni el cierre de Bolsa, nos ha sido transmitida por nuestra Agencia, con la cual no pudimos celebrar la última conferencia, en la cual acostumbra darnos las últimas noticias del día. — [1274, 334, 1568, 414]
paragraph: Vapor inglés «Elenich Park» para New York con general. — [526, 2130, 758, 2160]
paragraph: Palacio Valdés puede estar satisfecho de los verdaderos amigos de Manolito, como nosotros lo estamos del recibimiento que ellos le han tributado. — [8, 602, 256, 666]
article-headline: Telegrama del Mercado de Londres — [16, 1980, 248, 1997]
article-headline: Asociación Onubense de Caridad — [1286, 1545, 1556, 1565]
watermark-text: HUELVA — [1401, 2168, 1563, 2211]
paragraph: En la noche de la inauguración, la Comisión organizadora obsequió a las señoras y señoritas con un helado. — [1274, 891, 1568, 938]
paragraph: Además estaban en la estación el redactor taurino de La Provincia «Sylo», del «El Defensor» Bernal Espinardo; director de «Onuba Artística» señor de la Corte; corresponsal administrativo de «La Unión» señor Rebollo, y todos los periodistas pertenciente a la Asociación. — [8, 996, 256, 1107]
paragraph: El capitán señor Alfonso, fué curado nuevamente al ingresar en una clínica donde quedó en estado gravísimo. — [770, 1483, 1010, 1530]
paragraph: Algüero se mostró muy valiente con la capa y matando. — [1274, 108, 1568, 139]
paragraph: Permitasenos que mpecemos dirigiendo un respetuoso saludo de bienvenida al admirado e insigne periodista don Eduardo Palacio Valdés, quien, como saben nuestros lectores, vino ayer de Madrid a hacer entrega en nombre de la Asociación de la Prensa de la corte, de la oreja de oro a Manolito Baez Litri. Al admirado crítico taurino de «A B C», cuyas crónicas todas, cuyas páginas literarias, todas saboreamos con deleite siempre, desde el primer dia que hemos leido al Maestro. Al maestro que viene a conturbarnos, sin poderlo remediar, en estos momentos en que estamos antes las cuartillas, pluma en ristre, para reseñar la corrida de ayer, que él presenció. — [271, 263, 512, 551]
ad-line: informes y precios — [1370, 1946, 1473, 1960]
byline: SYLO — [723, 1085, 754, 1098]
tide-table — [526, 2249, 758, 2324]
paragraph: Acudieron igualmente a recibir al señor Palacio Valdés, el exmatador de toros, Miguel Baez «Litri» con su hijo el valiente y pundonoroso Manolito; don Fernando Perez Sevillano, don Joaquin Garrido don Antonio Gutierrez y don Antonio Garcia, por la Peña Litri de Cádiz, las directivas de las Tertulias Litri locales e infinidad de admiradores del «Litri» que testimoniaron al señor Palacio Valdés sus simpatias, tributándole una cariñosisima acogida. — [8, 1110, 256, 1286]
paragraph: El toro es bravo, aguantando cuatro varas por tres caídas. — [1022, 351, 1261, 382]
paragraph: Tercero.—Lalanda lo veroniques con movimiento. — [1022, 317, 1261, 348]
paragraph: Octavo.—Belmonito lancea valiente. — [1036, 1372, 1244, 1387]
paragraph: Sexto.—Fortuna muletea sosamente. — [1036, 995, 1247, 1010]
paragraph: En su segundo, bien con la capa, colosal con la muleta y superior matando. — [770, 1736, 1010, 1767]
masthead — [6, 20, 1571, 54]
ad-line: de todo lo relativo a — [1366, 1959, 1477, 1973]
article-headline: NOTAS MARITIMAS — [541, 1946, 743, 1969]
